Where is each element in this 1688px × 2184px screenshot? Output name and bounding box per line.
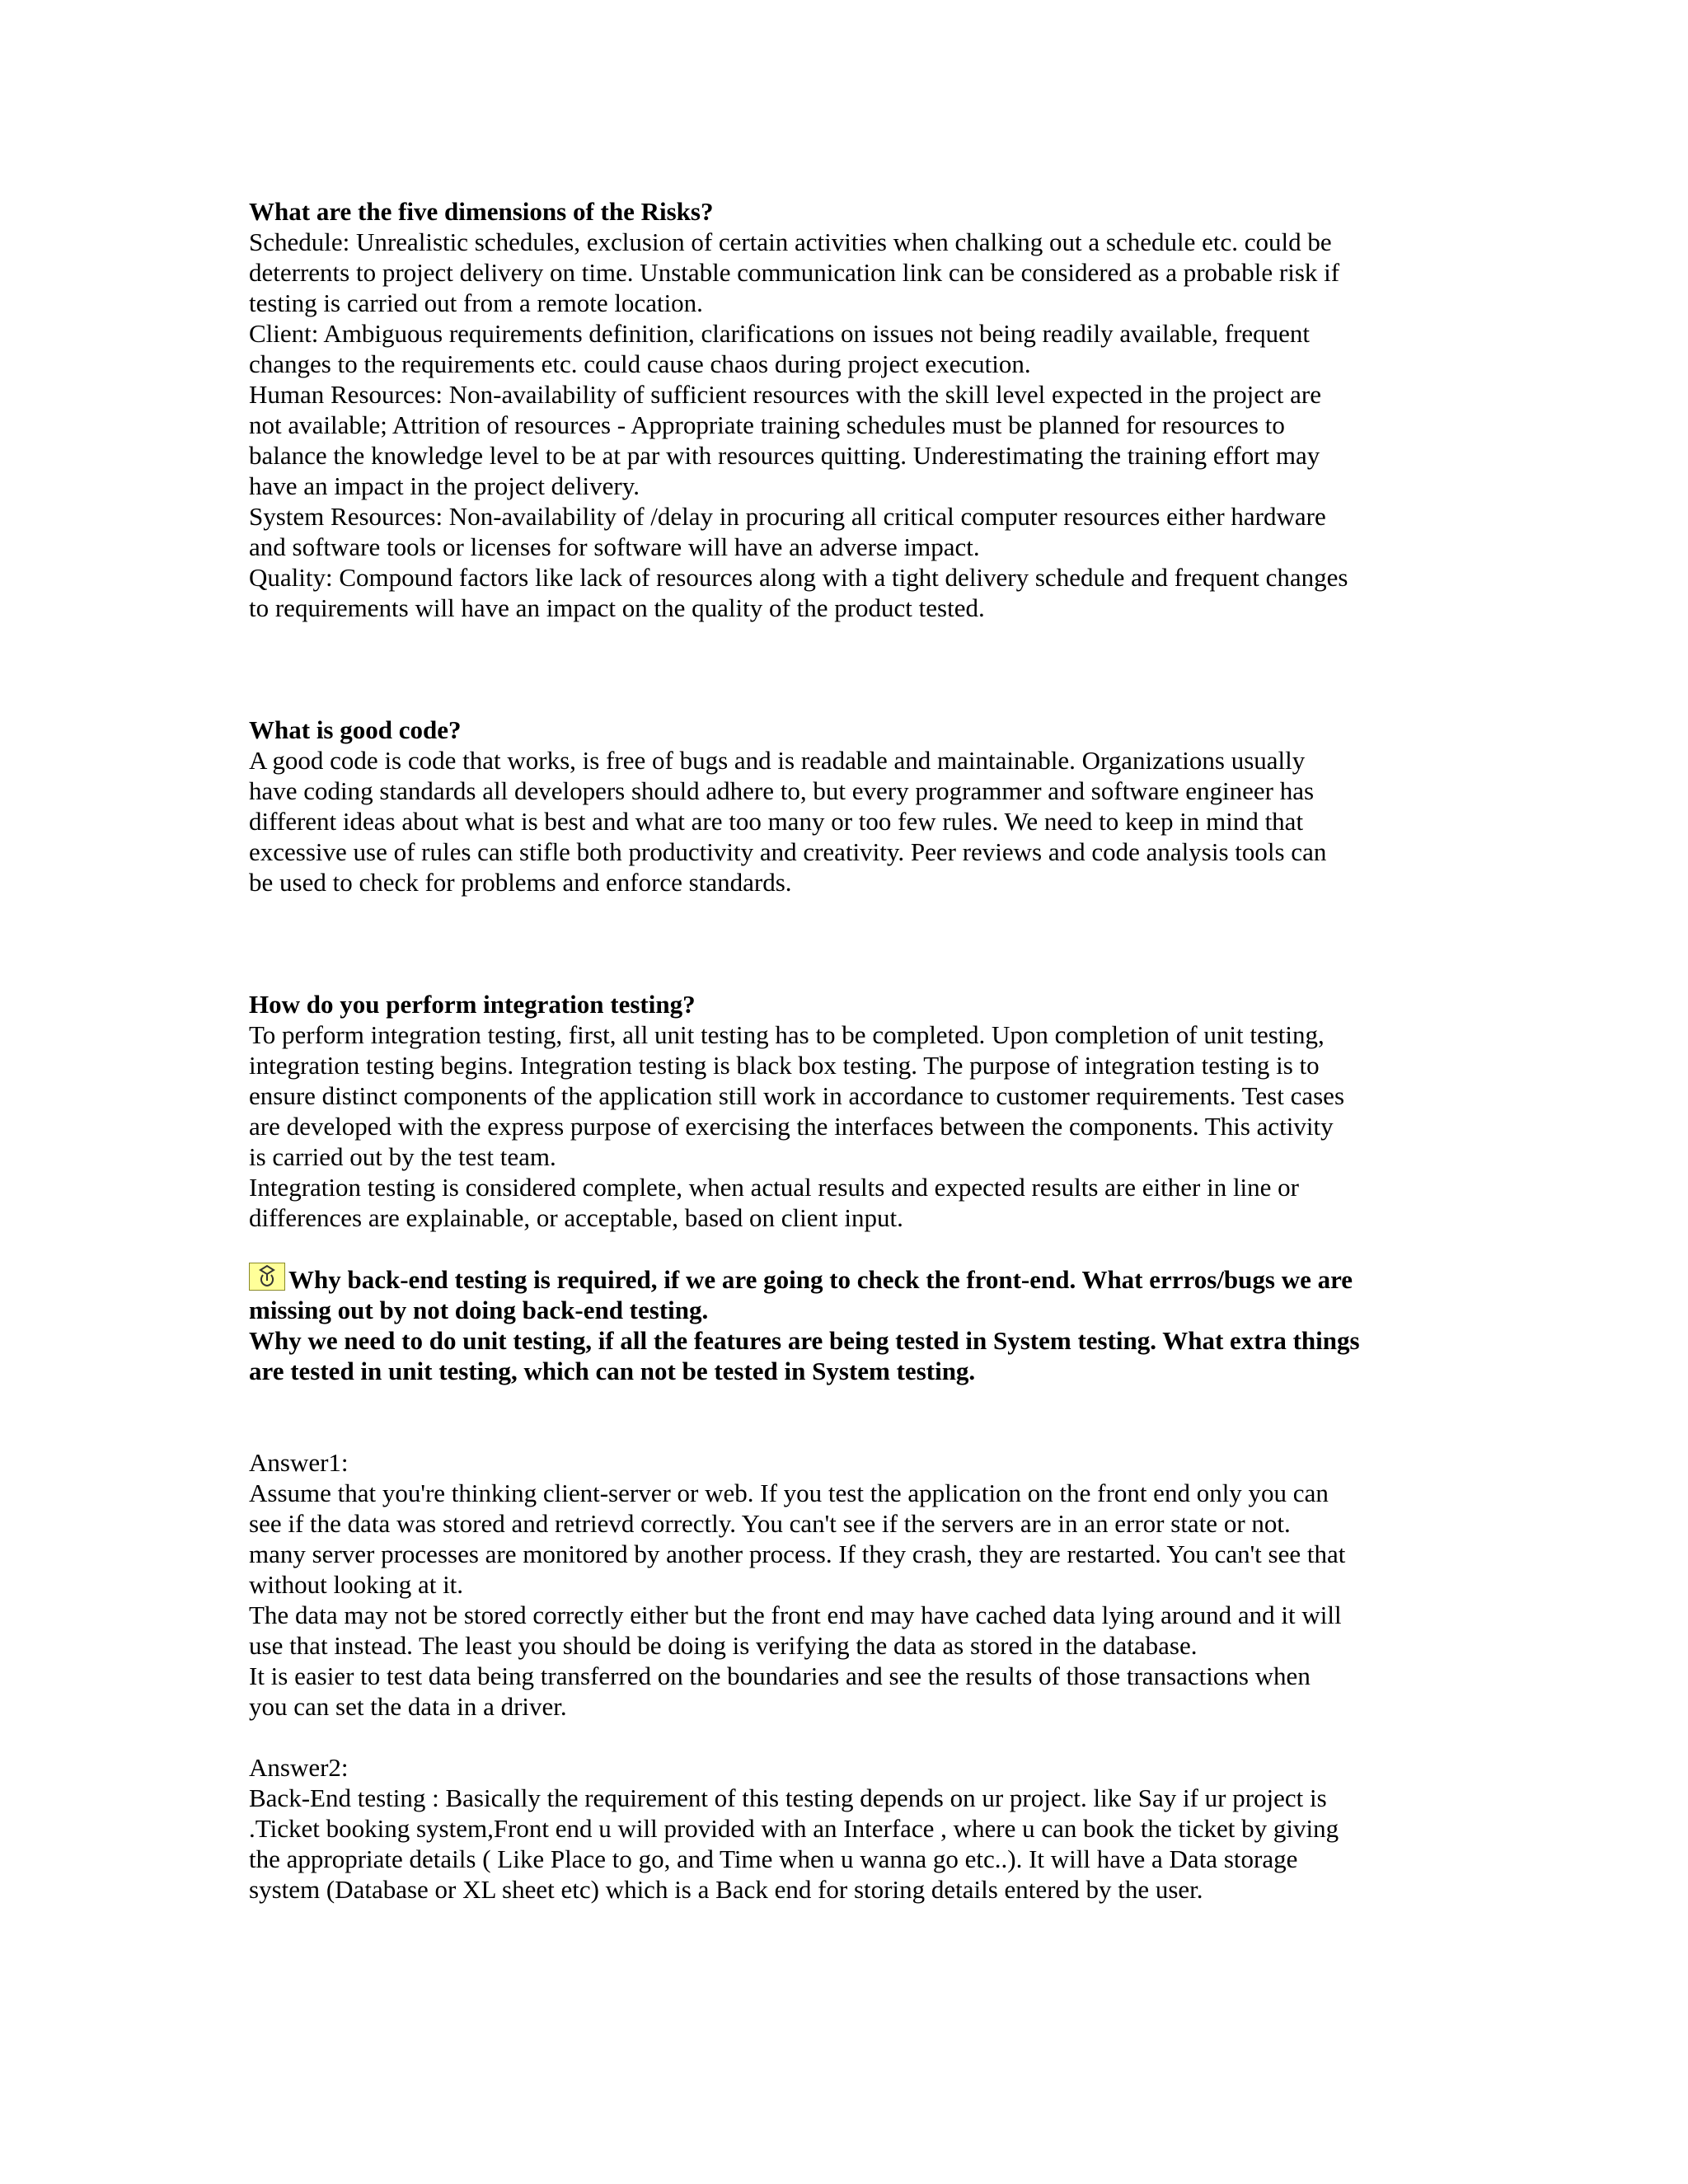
paragraph-line: balance the knowledge level to be at par with resources quitting. Underestimating the training effort may bbox=[249, 441, 1320, 470]
paragraph-line: excessive use of rules can stifle both productivity and creativity. Peer reviews and code analysis tools can bbox=[249, 837, 1327, 866]
question-line: Why we need to do unit testing, if all the features are being tested in System testing. What extra things bbox=[249, 1326, 1360, 1355]
paragraph-line: not available; Attrition of resources - Appropriate training schedules must be planned for resources to bbox=[249, 410, 1285, 439]
spacer bbox=[249, 623, 1452, 715]
paragraph-line: to requirements will have an impact on the quality of the product tested. bbox=[249, 593, 985, 622]
section-heading: What are the five dimensions of the Risks? bbox=[249, 197, 714, 226]
spacer bbox=[249, 1386, 1452, 1447]
answer-label: Answer1: bbox=[249, 1448, 349, 1477]
paragraph-line: ensure distinct components of the application still work in accordance to customer requirements. Test cases bbox=[249, 1081, 1345, 1110]
document-content bbox=[249, 196, 1452, 1905]
paragraph-line: be used to check for problems and enforce standards. bbox=[249, 868, 792, 897]
paragraph-line: .Ticket booking system,Front end u will provided with an Interface , where u can book the ticket by giving bbox=[249, 1814, 1339, 1843]
paragraph-line: Integration testing is considered complete, when actual results and expected results are either in line or bbox=[249, 1173, 1299, 1202]
question-line: missing out by not doing back-end testing. bbox=[249, 1296, 709, 1324]
paragraph-line: Back-End testing : Basically the requirement of this testing depends on ur project. like Say if ur project is bbox=[249, 1783, 1327, 1812]
paragraph-line: you can set the data in a driver. bbox=[249, 1692, 567, 1721]
paragraph-line: without looking at it. bbox=[249, 1570, 464, 1599]
paragraph-line: see if the data was stored and retrievd correctly. You can't see if the servers are in an error state or not. bbox=[249, 1509, 1291, 1538]
section-risks bbox=[249, 196, 1452, 623]
paragraph-line: many server processes are monitored by another process. If they crash, they are restarted. You can't see that bbox=[249, 1540, 1346, 1568]
paragraph-line: changes to the requirements etc. could cause chaos during project execution. bbox=[249, 349, 1031, 378]
paragraph-line: System Resources: Non-availability of /delay in procuring all critical computer resources either hardware bbox=[249, 502, 1326, 531]
paragraph-line: deterrents to project delivery on time. Unstable communication link can be considered as a probable risk if bbox=[249, 258, 1340, 287]
paragraph-line: and software tools or licenses for software will have an adverse impact. bbox=[249, 532, 980, 561]
note-icon[interactable] bbox=[249, 1263, 285, 1291]
paragraph-line: have an impact in the project delivery. bbox=[249, 471, 640, 500]
paragraph-line: system (Database or XL sheet etc) which is a Back end for storing details entered by the user. bbox=[249, 1875, 1203, 1904]
section-heading: What is good code? bbox=[249, 715, 462, 744]
paragraph-line: A good code is code that works, is free of bugs and is readable and maintainable. Organizations usually bbox=[249, 746, 1306, 775]
question-text: Why back-end testing is required, if we are going to check the front-end. What errros/bugs we are bbox=[288, 1265, 1353, 1294]
question-line bbox=[249, 1263, 1452, 1295]
paragraph-line: To perform integration testing, first, all unit testing has to be completed. Upon completion of unit testing, bbox=[249, 1020, 1325, 1049]
section-backend-questions bbox=[249, 1263, 1452, 1386]
paragraph-line: differences are explainable, or acceptable, based on client input. bbox=[249, 1203, 903, 1232]
paragraph-line: have coding standards all developers should adhere to, but every programmer and software engineer has bbox=[249, 776, 1315, 805]
spacer bbox=[249, 1233, 1452, 1263]
spacer bbox=[249, 898, 1452, 989]
answer-2 bbox=[249, 1752, 1452, 1905]
paragraph-line: Quality: Compound factors like lack of resources along with a tight delivery schedule and frequent changes bbox=[249, 563, 1348, 592]
section-integration-testing bbox=[249, 989, 1452, 1233]
question-line: are tested in unit testing, which can not be tested in System testing. bbox=[249, 1357, 976, 1385]
paragraph-line: the appropriate details ( Like Place to go, and Time when u wanna go etc..). It will have a Data storage bbox=[249, 1844, 1298, 1873]
paragraph-line: Assume that you're thinking client-server or web. If you test the application on the front end only you can bbox=[249, 1479, 1329, 1507]
answer-1 bbox=[249, 1447, 1452, 1722]
section-good-code bbox=[249, 715, 1452, 898]
paragraph-line: Schedule: Unrealistic schedules, exclusion of certain activities when chalking out a schedule etc. could be bbox=[249, 227, 1332, 256]
answer-label: Answer2: bbox=[249, 1753, 349, 1782]
paragraph-line: use that instead. The least you should be doing is verifying the data as stored in the database. bbox=[249, 1631, 1198, 1660]
paragraph-line: testing is carried out from a remote location. bbox=[249, 288, 703, 317]
paragraph-line: is carried out by the test team. bbox=[249, 1142, 556, 1171]
paragraph-line: It is easier to test data being transferred on the boundaries and see the results of those transactions when bbox=[249, 1661, 1311, 1690]
paragraph-line: Human Resources: Non-availability of sufficient resources with the skill level expected in the project are bbox=[249, 380, 1322, 409]
paragraph-line: different ideas about what is best and what are too many or too few rules. We need to keep in mind that bbox=[249, 807, 1304, 836]
paragraph-line: Client: Ambiguous requirements definition, clarifications on issues not being readily available, frequent bbox=[249, 319, 1311, 348]
section-heading: How do you perform integration testing? bbox=[249, 990, 696, 1019]
paragraph-line: The data may not be stored correctly either but the front end may have cached data lying around and it will bbox=[249, 1601, 1342, 1629]
spacer bbox=[249, 1722, 1452, 1752]
paragraph-line: are developed with the express purpose of exercising the interfaces between the components. This activity bbox=[249, 1112, 1334, 1141]
paragraph-line: integration testing begins. Integration testing is black box testing. The purpose of integration testing is to bbox=[249, 1051, 1320, 1080]
